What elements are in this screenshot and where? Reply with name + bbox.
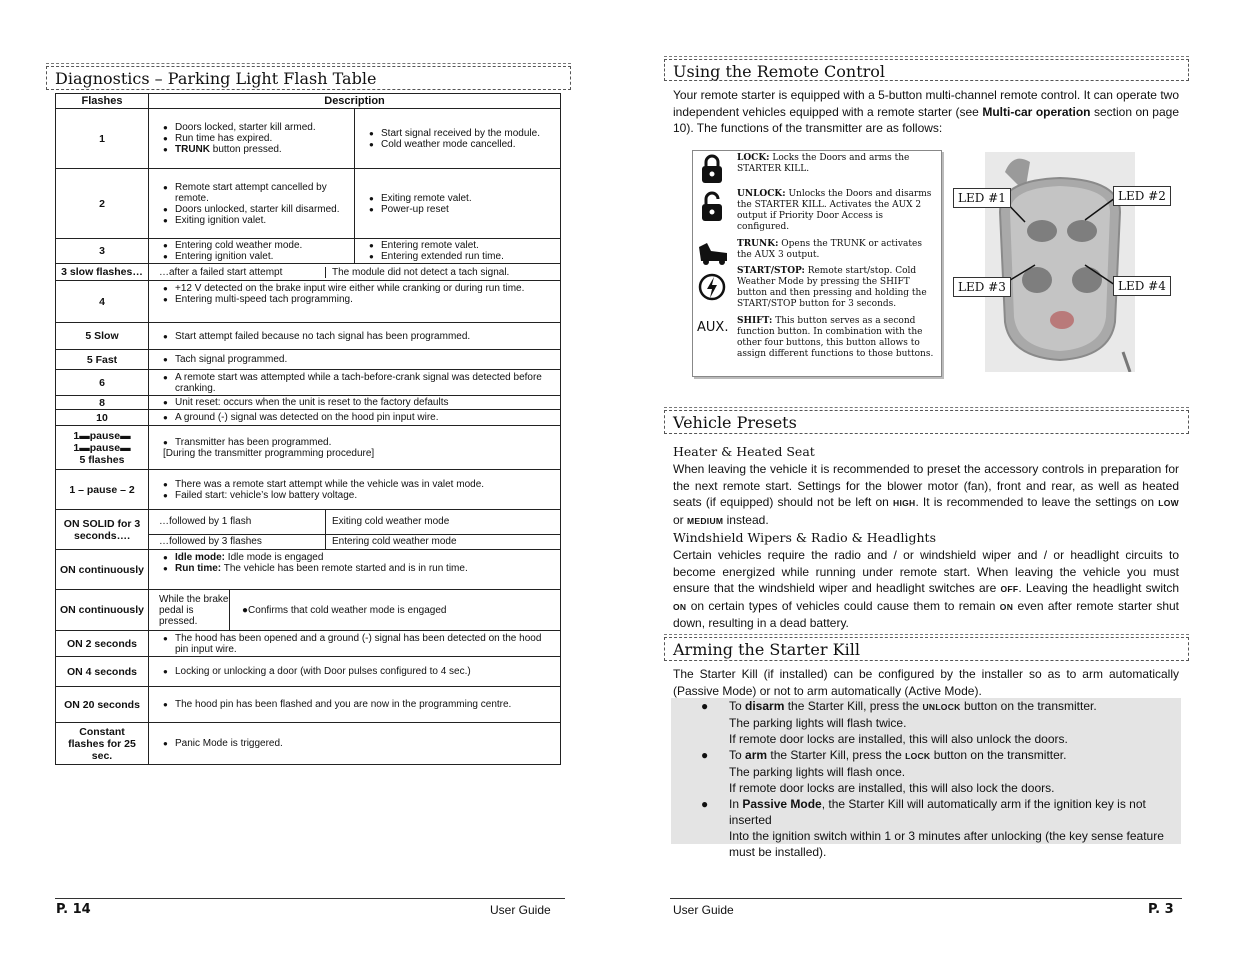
table-header-row xyxy=(56,94,561,109)
header-flashes: Flashes xyxy=(56,94,149,109)
start-stop-icon xyxy=(697,272,727,302)
table-row: 1 ● Doors locked, starter kill armed. ● Run time has expired. ● TRUNK button pressed. ● Start signal received by the module. ● Cold weather mode cancelled. xyxy=(56,109,561,169)
function-shift: AUX. SHIFT: This button serves as a second function button. In combination with the other four buttons, this button allows to assign different functions to those buttons. xyxy=(697,316,934,359)
table-row: 5 Slow ● Start attempt failed because no tach signal has been programmed. xyxy=(56,323,561,350)
left-footer-rule xyxy=(55,898,565,899)
table-row: 1▬pause▬ 1▬pause▬ 5 flashes ● Transmitter has been programmed. [During the transmitter programming procedure] xyxy=(56,426,561,470)
function-unlock: UNLOCK: Unlocks the Doors and disarms the STARTER KILL. Activates the AUX 2 output if Priority Door Access is configured. xyxy=(697,189,937,233)
led-4-label: LED #4 xyxy=(1113,276,1171,296)
right-footer-rule xyxy=(670,898,1182,899)
led-1-label: LED #1 xyxy=(953,188,1011,208)
led-3-label: LED #3 xyxy=(953,277,1011,297)
kill-section-title: Arming the Starter Kill xyxy=(664,637,1189,661)
diagnostics-title: Diagnostics – Parking Light Flash Table xyxy=(55,69,377,88)
remote-functions-legend xyxy=(692,150,942,377)
presets-section-title: Vehicle Presets xyxy=(664,410,1189,434)
aux-icon: AUX. xyxy=(697,320,729,335)
table-row: 3 slow flashes… …after a failed start attempt The module did not detect a tach signal. xyxy=(56,264,561,281)
header-description: Description xyxy=(149,94,561,109)
kill-step-passive: ● In Passive Mode, the Starter Kill will automatically arm if the ignition key is not inserted Into the ignition switch within 1 or 3 minutes after unlocking (the key sense feature must be installed). xyxy=(701,797,1164,859)
wipers-subtitle: Windshield Wipers & Radio & Headlights xyxy=(673,530,936,545)
table-row: Constant flashes for 25 sec. ● Panic Mode is triggered. xyxy=(56,723,561,765)
trunk-icon xyxy=(697,239,729,267)
unlock-icon xyxy=(697,189,727,223)
table-row: ON 4 seconds ● Locking or unlocking a door (with Door pulses configured to 4 sec.) xyxy=(56,657,561,687)
right-footer-label: User Guide xyxy=(673,903,734,917)
led-2-label: LED #2 xyxy=(1113,186,1171,206)
table-row: 3 ● Entering cold weather mode. ● Entering ignition valet. ● Entering remote valet. ● Entering extended run time. xyxy=(56,239,561,264)
table-row: 6 ● A remote start was attempted while a tach-before-crank signal was detected before cranking. xyxy=(56,370,561,396)
left-page-number: P. 14 xyxy=(56,902,91,917)
table-row: ON 20 seconds ● The hood pin has been flashed and you are now in the programming centre. xyxy=(56,687,561,723)
lock-icon xyxy=(697,153,727,185)
table-row: 2 ● Remote start attempt cancelled by remote. ● Doors unlocked, starter kill disarmed. ● Exiting ignition valet. ● Exiting remote valet. ● Power-up reset xyxy=(56,169,561,239)
remote-intro: Your remote starter is equipped with a 5-button multi-channel remote control. It can operate two independent vehicles equipped with a remote starter (see Multi-car operation section on page 10). The functions of the transmitter are as follows: xyxy=(673,88,1179,135)
wipers-paragraph: Certain vehicles require the radio and / or windshield wiper and / or headlight circuits to become energized while running under remote start. When leaving the vehicle you must ensure that the windshield wiper and headlight switches are OFF. Leaving the headlight switch ON on certain types of vehicles could cause them to remain ON even after remote starter shut down, resulting in a dead battery. xyxy=(673,548,1179,630)
table-row: 5 Fast ● Tach signal programmed. xyxy=(56,350,561,370)
table-row: 1 – pause – 2 ● There was a remote start attempt while the vehicle was in valet mode. ● Failed start: vehicle’s low battery voltage. xyxy=(56,470,561,510)
flash-table xyxy=(55,93,561,765)
kill-steps-box xyxy=(671,698,1181,859)
right-page-number: P. 3 xyxy=(1148,902,1174,917)
table-row: 10 ● A ground (-) signal was detected on the hood pin input wire. xyxy=(56,410,561,426)
kill-intro: The Starter Kill (if installed) can be configured by the installer so as to arm automatically (Passive Mode) or not to arm automatically (Active Mode). xyxy=(673,667,1179,698)
function-trunk: TRUNK: Opens the TRUNK or activates the AUX 3 output. xyxy=(697,239,937,261)
table-row: 8 ● Unit reset: occurs when the unit is reset to the factory defaults xyxy=(56,396,561,410)
heater-subtitle: Heater & Heated Seat xyxy=(673,444,815,459)
table-row: ON continuously ● Idle mode: Idle mode is engaged ● Run time: The vehicle has been remote started and is in run time. xyxy=(56,550,561,590)
left-footer-label: User Guide xyxy=(490,903,551,917)
kill-step-arm: ● To arm the Starter Kill, press the LOCK button on the transmitter. The parking lights will flash once. If remote door locks are installed, this will also lock the doors. xyxy=(701,748,1067,795)
diagnostics-section-title xyxy=(46,66,571,90)
table-row: ON SOLID for 3 seconds…. …followed by 1 flash Exiting cold weather mode …followed by 3 flashes Entering cold weather mode xyxy=(56,510,561,550)
table-row: 4 ● +12 V detected on the brake input wire either while cranking or during run time. ● Entering multi-speed tach programming. xyxy=(56,281,561,323)
table-row: ON continuously While the brake pedal is pressed. ●Confirms that cold weather mode is engaged xyxy=(56,590,561,631)
heater-paragraph: When leaving the vehicle it is recommended to preset the accessory controls in preparation for the next remote start. Settings for the blower motor (fan), front and rear, as well as heated seats (if equipped) should not be left on HIGH. It is recommended to leave the settings on LOW or MEDIUM instead. xyxy=(673,462,1179,527)
function-start-stop: START/STOP: Remote start/stop. Cold Weather Mode by pressing the SHIFT button and then pressing and holding the START/STOP button for 3 seconds. xyxy=(697,266,937,310)
function-lock: LOCK: Locks the Doors and arms the STARTER KILL. xyxy=(697,153,937,175)
remote-section-title: Using the Remote Control xyxy=(664,59,1189,81)
table-row: ON 2 seconds ● The hood has been opened and a ground (-) signal has been detected on the hood pin input wire. xyxy=(56,631,561,657)
kill-step-disarm: ● To disarm the Starter Kill, press the UNLOCK button on the transmitter. The parking lights will flash twice. If remote door locks are installed, this will also unlock the doors. xyxy=(701,699,1097,746)
